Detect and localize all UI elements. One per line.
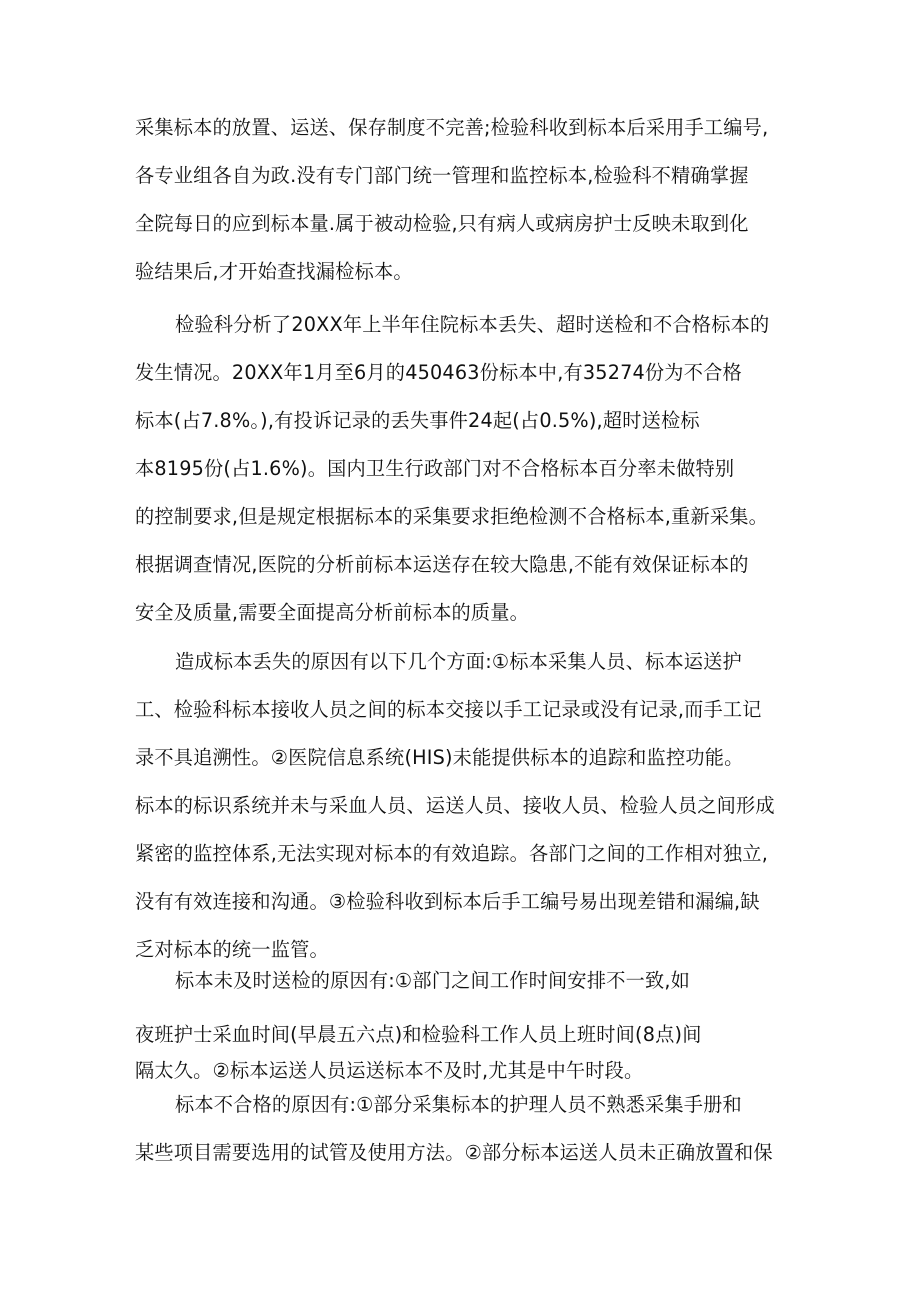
text-line: 本8195份(占1.6%)。国内卫生行政部门对不合格标本百分率未做特别 bbox=[135, 457, 735, 480]
text-line: 采集标本的放置、运送、保存制度不完善;检验科收到标本后采用手工编号, bbox=[135, 116, 769, 139]
paragraph-delay-causes-heading bbox=[135, 957, 795, 1005]
text-line: 工、检验科标本接收人员之间的标本交接以手工记录或没有记录,而手工记 bbox=[135, 698, 762, 721]
paragraph-specimen-management bbox=[135, 104, 795, 296]
text-line: 紧密的监控体系,无法实现对标本的有效追踪。各部门之间的工作相对独立, bbox=[135, 842, 768, 865]
text-line: 安全及质量,需要全面提高分析前标本的质量。 bbox=[135, 601, 530, 624]
text-line: 标本的标识系统并未与采血人员、运送人员、接收人员、检验人员之间形成 bbox=[135, 794, 775, 817]
text-line: 全院每日的应到标本量.属于被动检验,只有病人或病房护士反映未取到化 bbox=[135, 212, 749, 235]
text-line: 标本不合格的原因有:①部分采集标本的护理人员不熟悉采集手册和 bbox=[175, 1093, 742, 1116]
text-line: 某些项目需要选用的试管及使用方法。②部分标本运送人员未正确放置和保 bbox=[135, 1141, 773, 1164]
paragraph-statistics bbox=[135, 301, 795, 637]
text-line: 发生情况。20XX年1月至6月的450463份标本中,有35274份为不合格 bbox=[135, 361, 742, 384]
text-line: 验结果后,才开始查找漏检标本。 bbox=[135, 260, 413, 283]
paragraph-delay-causes bbox=[135, 1017, 795, 1089]
paragraph-loss-causes bbox=[135, 638, 795, 974]
text-line: 根据调查情况,医院的分析前标本运送存在较大隐患,不能有效保证标本的 bbox=[135, 553, 749, 576]
text-line: 录不具追溯性。②医院信息系统(HIS)未能提供标本的追踪和监控功能。 bbox=[135, 746, 744, 769]
text-line: 没有有效连接和沟通。③检验科收到标本后手工编号易出现差错和漏编,缺 bbox=[135, 890, 760, 913]
text-line: 隔太久。②标本运送人员运送标本不及时,尤其是中午时段。 bbox=[135, 1059, 644, 1082]
text-line: 标本未及时送检的原因有:①部门之间工作时间安排不一致,如 bbox=[175, 969, 691, 992]
text-line: 标本(占7.8%。),有投诉记录的丢失事件24起(占0.5%),超时送检标 bbox=[135, 409, 700, 432]
text-line: 乏对标本的统一监管。 bbox=[135, 938, 329, 961]
text-line: 夜班护士采血时间(早晨五六点)和检验科工作人员上班时间(8点)间 bbox=[135, 1023, 702, 1046]
text-line: 各专业组各自为政.没有专门部门统一管理和监控标本,检验科不精确掌握 bbox=[135, 164, 749, 187]
text-line: 造成标本丢失的原因有以下几个方面:①标本采集人员、标本运送护 bbox=[175, 650, 742, 673]
text-line: 的控制要求,但是规定根据标本的采集要求拒绝检测不合格标本,重新采集。 bbox=[135, 505, 768, 528]
paragraph-nonconforming-causes bbox=[135, 1081, 795, 1177]
text-line: 检验科分析了20XX年上半年住院标本丢失、超时送检和不合格标本的 bbox=[175, 313, 770, 336]
